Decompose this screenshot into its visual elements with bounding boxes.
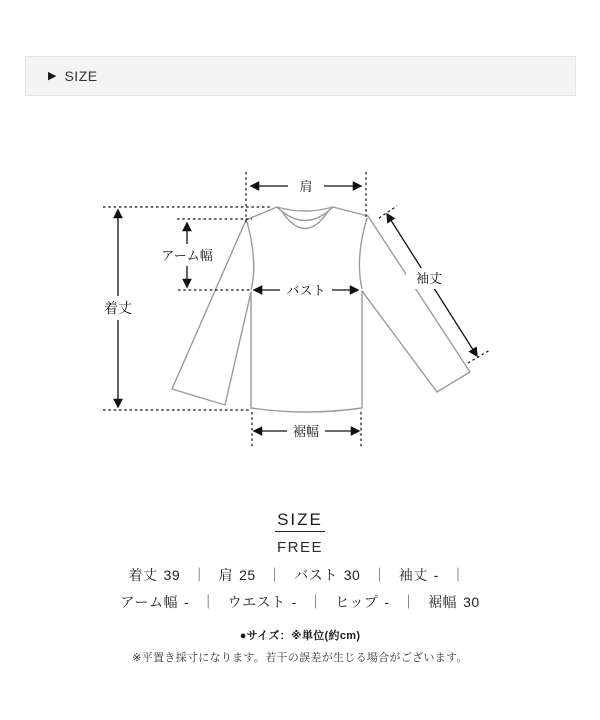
size-accordion-header[interactable] <box>25 56 576 96</box>
sleeve-length-label: 袖丈 <box>415 271 443 286</box>
separator: ｜ <box>308 594 324 610</box>
measurement-label: 袖丈 <box>398 567 428 583</box>
measurement-diagram <box>0 150 600 485</box>
measurement-row-1 <box>0 565 600 585</box>
separator: ｜ <box>201 594 216 610</box>
size-header-label: SIZE <box>64 68 98 84</box>
measurement-value: 39 <box>163 567 181 583</box>
hem-width-label: 裾幅 <box>292 424 320 439</box>
bust-label: バスト <box>286 283 326 298</box>
measurement-label: ヒップ <box>335 594 379 610</box>
measurement-value: - <box>291 594 297 610</box>
measurement-row-2 <box>0 592 600 612</box>
measurement-disclaimer-note: ※平置き採寸になります。若干の誤差が生じる場合がございます。 <box>132 652 468 664</box>
garment-outline <box>172 207 470 412</box>
arm-width-label: アーム幅 <box>161 248 213 263</box>
separator: ｜ <box>192 567 207 583</box>
measurement-value: 30 <box>463 594 480 610</box>
measurement-label: 着丈 <box>128 567 158 583</box>
size-section-title: SIZE <box>0 510 600 530</box>
separator: ｜ <box>267 567 283 583</box>
measurement-label: バスト <box>294 567 338 583</box>
size-unit-note: ●サイズ：※単位(約cm) <box>239 630 361 642</box>
measurement-value: 30 <box>343 567 361 583</box>
measurement-value: 25 <box>239 567 256 583</box>
size-value: FREE <box>276 539 323 556</box>
length-label: 着丈 <box>104 300 132 316</box>
triangle-icon: ▶ <box>48 69 57 82</box>
measurement-value: - <box>433 567 439 583</box>
measurement-value: - <box>384 594 390 610</box>
separator: ｜ <box>401 594 417 610</box>
measurement-label: アーム幅 <box>120 594 178 610</box>
shoulder-label: 肩 <box>299 179 313 194</box>
separator: ｜ <box>450 567 466 583</box>
measurement-value: - <box>183 594 190 610</box>
measurement-label: 肩 <box>218 567 234 583</box>
measurement-label: 裾幅 <box>428 594 458 610</box>
measurement-label: ウエスト <box>227 594 286 610</box>
separator: ｜ <box>372 567 387 583</box>
